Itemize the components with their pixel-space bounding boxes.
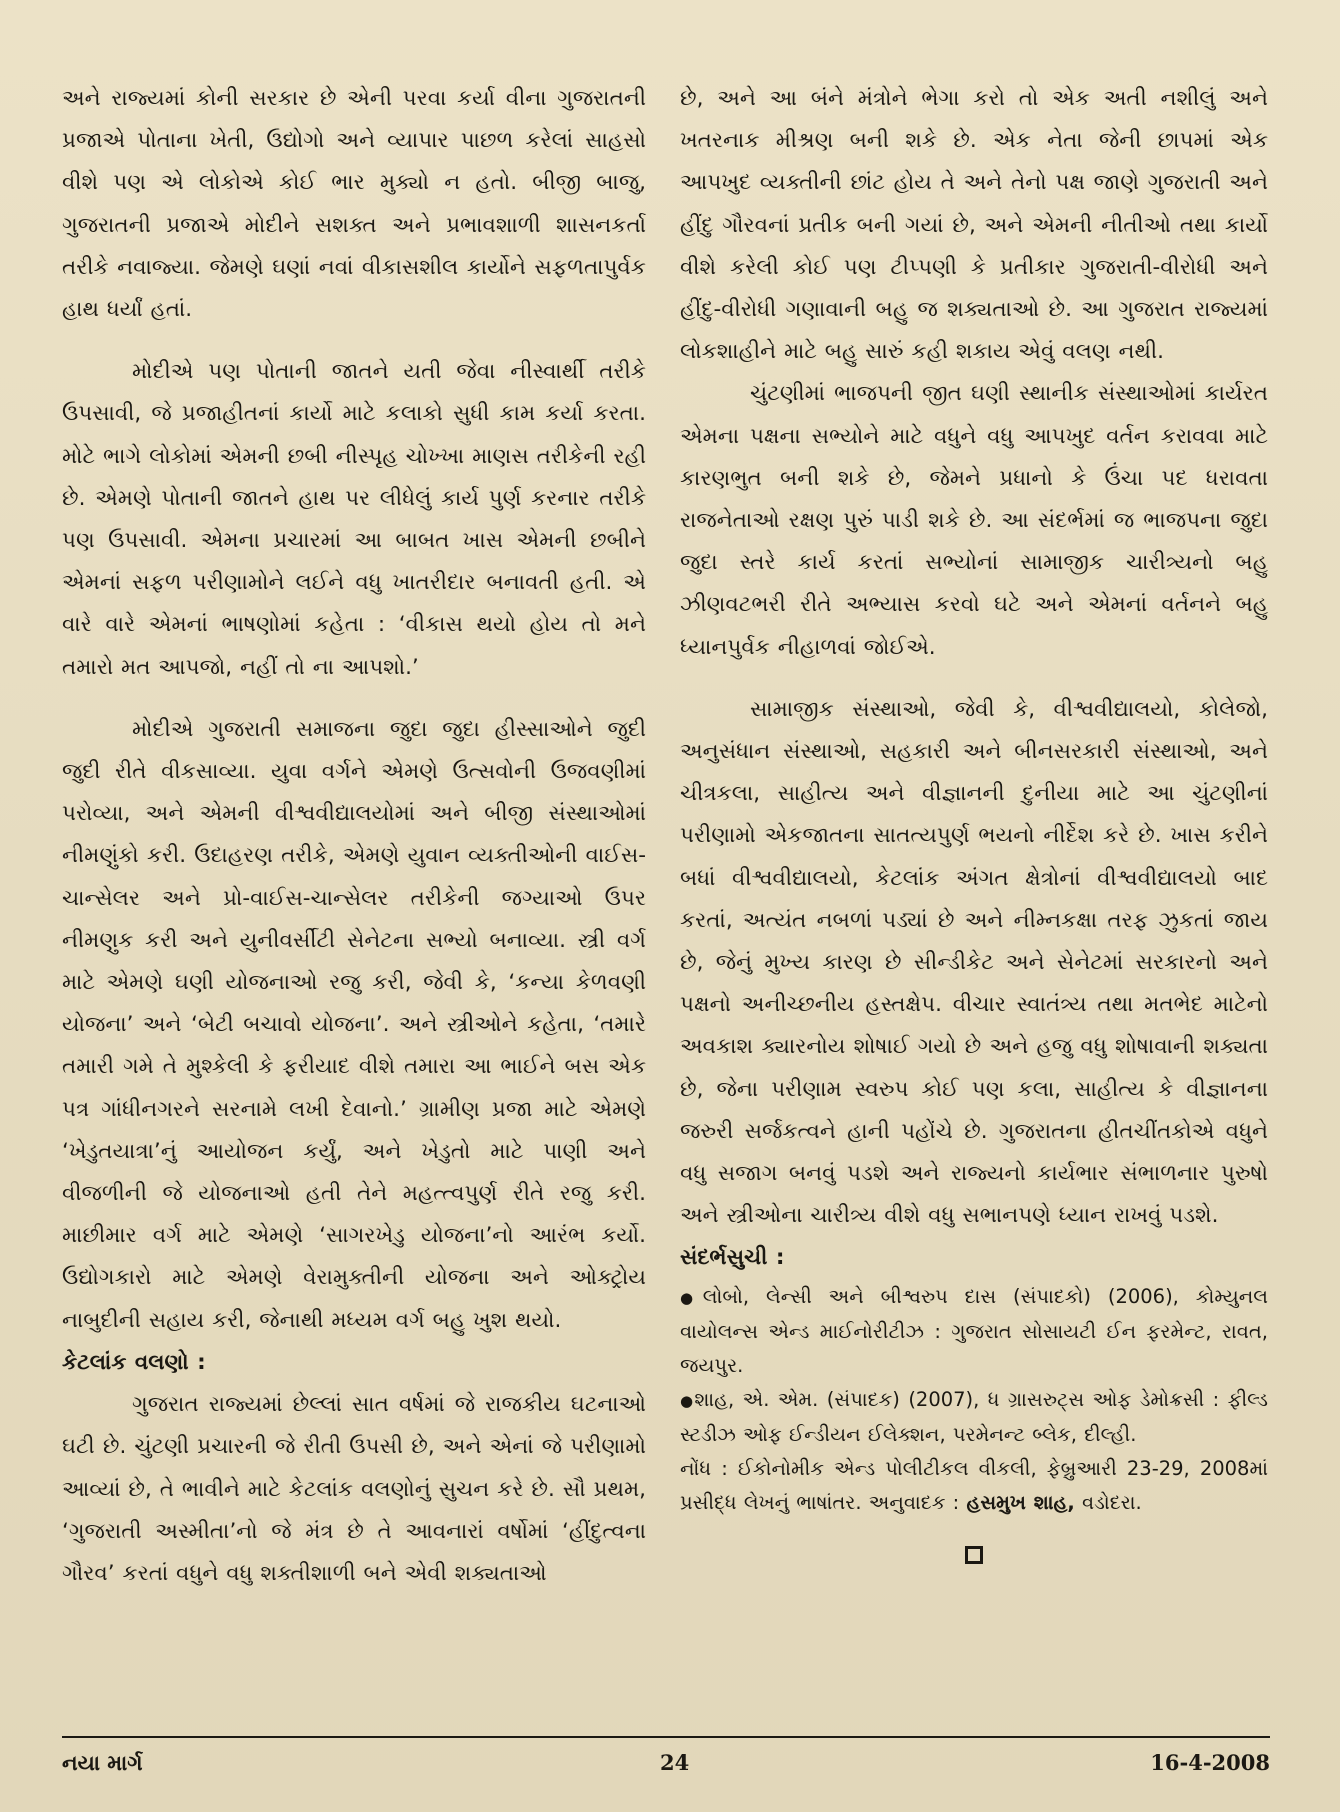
paragraph: ચુંટણીમાં ભાજપની જીત ઘણી સ્થાનીક સંસ્થાઓમાં કાર્યરત એમના પક્ષના સભ્યોને માટે વધુને વધુ આપખુદ વર્તન કરાવવા માટે કારણભુત બની શકે છે, જેમને પ્રધાનો કે ઉંચા પદ ધરાવતા રાજનેતાઓ રક્ષણ પુરું પાડી શકે છે. આ સંદર્ભમાં જ ભાજપના જુદા જુદા સ્તરે કાર્ય કરતાં સભ્યોનાં સામાજીક ચારીત્ર્યનો બહુ ઝીણવટભરી રીતે અભ્યાસ કરવો ઘટે અને એમનાં વર્તનને બહુ ધ્યાનપુર્વક નીહાળવાં જોઈએ. [680,381,1268,660]
reference-item [680,1383,1268,1452]
references-heading: સંદર્ભસુચી : [680,1245,785,1271]
note-text: નોંધ : ઈકોનોમીક એન્ડ પોલીટીકલ વીકલી, ફેબ્રુઆરી 23-29, 2008માં પ્રસીદ્ધ લેખનું ભાષાંતર. અનુવાદક : [680,1456,1268,1514]
end-of-article-icon [965,1546,983,1564]
right-column [680,78,1268,1564]
reference-text: લોબો, લેન્સી અને બીશ્વરુપ દાસ (સંપાદકો) (2006), કોમ્યુનલ વાયોલન્સ એન્ડ માઈનોરીટીઝ : ગુજરાત સોસાયટી ઈન ફરમેન્ટ, રાવત, જયપુર. [680,1284,1269,1377]
footer-divider [62,1736,1270,1738]
paragraph: ગુજરાત રાજ્યમાં છેલ્લાં સાત વર્ષમાં જે રાજકીય ઘટનાઓ ઘટી છે. ચુંટણી પ્રચારની જે રીતી ઉપસી છે, અને એનાં જે પરીણામો આવ્યાં છે, તે ભાવીને માટે કેટલાંક વલણોનું સુચન કરે છે. સૌ પ્રથમ, ‘ગુજરાતી અસ્મીતા’નો જે મંત્ર છે તે આવનારાં વર્ષોમાં ‘હીંદુત્વના ગૌરવ’ કરતાં વધુને વધુ શક્તીશાળી બને એવી શક્યતાઓ [62,1392,646,1586]
section-heading: કેટલાંક વલણો : [62,1349,206,1375]
left-column [62,78,646,1595]
translator-name: હસમુખ શાહ, [966,1490,1075,1514]
bullet-icon: ● [680,1288,703,1307]
translation-note [680,1452,1268,1520]
paragraph: મોદીએ પણ પોતાની જાતને યતી જેવા નીસ્વાર્થી તરીકે ઉપસાવી, જે પ્રજાહીતનાં કાર્યો માટે કલાકો સુધી કામ કર્યા કરતા. મોટે ભાગે લોકોમાં એમની છબી નીસ્પૃહ ચોખ્ખા માણસ તરીકેની રહી છે. એમણે પોતાની જાતને હાથ પર લીધેલું કાર્ય પુર્ણ કરનાર તરીકે પણ ઉપસાવી. એમના પ્રચારમાં આ બાબત ખાસ એમની છબીને એમનાં સફળ પરીણામોને લઈને વધુ ખાતરીદાર બનાવતી હતી. એ વારે વારે એમનાં ભાષણોમાં કહેતા : ‘વીકાસ થયો હોય તો મને તમારો મત આપજો, નહીં તો ના આપશો.’ [62,359,646,680]
page-number: 24 [660,1750,690,1775]
issue-date: 16-4-2008 [1150,1750,1270,1775]
reference-text: શાહ, એ. એમ. (સંપાદક) (2007), ધ ગ્રાસરુટ્સ ઓફ ડેમોક્રસી : ફીલ્ડ સ્ટડીઝ ઓફ ઈન્ડીયન ઈલેક્શન, પરમેનન્ટ બ્લેક, દીલ્હી. [680,1387,1268,1446]
magazine-title: નયા માર્ગ [62,1750,143,1775]
bullet-icon: ● [680,1391,695,1410]
paragraph: મોદીએ ગુજરાતી સમાજના જુદા જુદા હીસ્સાઓને જુદી જુદી રીતે વીકસાવ્યા. યુવા વર્ગને એમણે ઉત્સવોની ઉજવણીમાં પરોવ્યા, અને એમની વીશ્વવીદ્યાલયોમાં અને બીજી સંસ્થાઓમાં નીમણુંકો કરી. ઉદાહરણ તરીકે, એમણે યુવાન વ્યક્તીઓની વાઈસ-ચાન્સેલર અને પ્રો-વાઈસ-ચાન્સેલર તરીકેની જગ્યાઓ ઉપર નીમણુક કરી અને યુનીવર્સીટી સેનેટના સભ્યો બનાવ્યા. સ્ત્રી વર્ગ માટે એમણે ઘણી યોજનાઓ રજુ કરી, જેવી કે, ‘કન્યા કેળવણી યોજના’ અને ‘બેટી બચાવો યોજના’. અને સ્ત્રીઓને કહેતા, ‘તમારે તમારી ગમે તે મુશ્કેલી કે ફરીયાદ વીશે તમારા આ ભાઈને બસ એક પત્ર ગાંધીનગરને સરનામે લખી દેવાનો.’ ગ્રામીણ પ્રજા માટે એમણે ‘ખેડુતયાત્રા’નું આયોજન કર્યું, અને ખેડુતો માટે પાણી અને વીજળીની જે યોજનાઓ હતી તેને મહત્ત્વપુર્ણ રીતે રજુ કરી. માછીમાર વર્ગ માટે એમણે ‘સાગરખેડુ યોજના’નો આરંભ કર્યો. ઉદ્યોગકારો માટે એમણે વેરામુક્તીની યોજના અને ઓક્ટ્રોય નાબુદીની સહાય કરી, જેનાથી મધ્યમ વર્ગ બહુ ખુશ થયો. [62,716,646,1333]
paragraph: છે, અને આ બંને મંત્રોને ભેગા કરો તો એક અતી નશીલું અને ખતરનાક મીશ્રણ બની શકે છે. એક નેતા જેની છાપમાં એક આપખુદ વ્યક્તીની છાંટ હોય તે અને તેનો પક્ષ જાણે ગુજરાતી અને હીંદુ ગૌરવનાં પ્રતીક બની ગયાં છે, અને એમની નીતીઓ તથા કાર્યો વીશે કરેલી કોઈ પણ ટીપ્પણી કે પ્રતીકાર ગુજરાતી-વીરોધી અને હીંદુ-વીરોધી ગણાવાની બહુ જ શક્યતાઓ છે. આ ગુજરાત રાજ્યમાં લોકશાહીને માટે બહુ સારું કહી શકાય એવું વલણ નથી. [680,86,1268,365]
paragraph: સામાજીક સંસ્થાઓ, જેવી કે, વીશ્વવીદ્યાલયો, કોલેજો, અનુસંધાન સંસ્થાઓ, સહકારી અને બીનસરકારી સંસ્થાઓ, અને ચીત્રકલા, સાહીત્ય અને વીજ્ઞાનની દુનીયા માટે આ ચુંટણીનાં પરીણામો એકજાતના સાતત્યપુર્ણ ભયનો નીર્દેશ કરે છે. ખાસ કરીને બધાં વીશ્વવીદ્યાલયો, કેટલાંક અંગત ક્ષેત્રોનાં વીશ્વવીદ્યાલયો બાદ કરતાં, અત્યંત નબળાં પડ્યાં છે અને નીમ્નકક્ષા તરફ ઝુકતાં જાય છે, જેનું મુખ્ય કારણ છે સીન્ડીકેટ અને સેનેટમાં સરકારનો અને પક્ષનો અનીચ્છનીય હસ્તક્ષેપ. વીચાર સ્વાતંત્ર્ય તથા મતભેદ માટેનો અવકાશ ક્યારનોય શોષાઈ ગયો છે અને હજુ વધુ શોષાવાની શક્યતા છે, જેના પરીણામ સ્વરુપ કોઈ પણ કલા, સાહીત્ય કે વીજ્ઞાનના જરુરી સર્જકત્વને હાની પહોંચે છે. ગુજરાતના હીતચીંતકોએ વધુને વધુ સજાગ બનવું પડશે અને રાજ્યનો કાર્યભાર સંભાળનાર પુરુષો અને સ્ત્રીઓના ચારીત્ર્ય વીશે વધુ સભાનપણે ધ્યાન રાખવું પડશે. [680,696,1268,1229]
translator-place: વડોદરા. [1082,1490,1142,1514]
paragraph: અને રાજ્યમાં કોની સરકાર છે એની પરવા કર્યા વીના ગુજરાતની પ્રજાએ પોતાના ખેતી, ઉદ્યોગો અને વ્યાપાર પાછળ કરેલાં સાહસો વીશે પણ એ લોકોએ કોઈ ભાર મુક્યો ન હતો. બીજી બાજુ, ગુજરાતની પ્રજાએ મોદીને સશક્ત અને પ્રભાવશાળી શાસનકર્તા તરીકે નવાજ્યા. જેમણે ઘણાં નવાં વીકાસશીલ કાર્યોને સફળતાપુર્વક હાથ ધર્યાં હતાં. [62,86,646,323]
reference-item [680,1280,1268,1383]
